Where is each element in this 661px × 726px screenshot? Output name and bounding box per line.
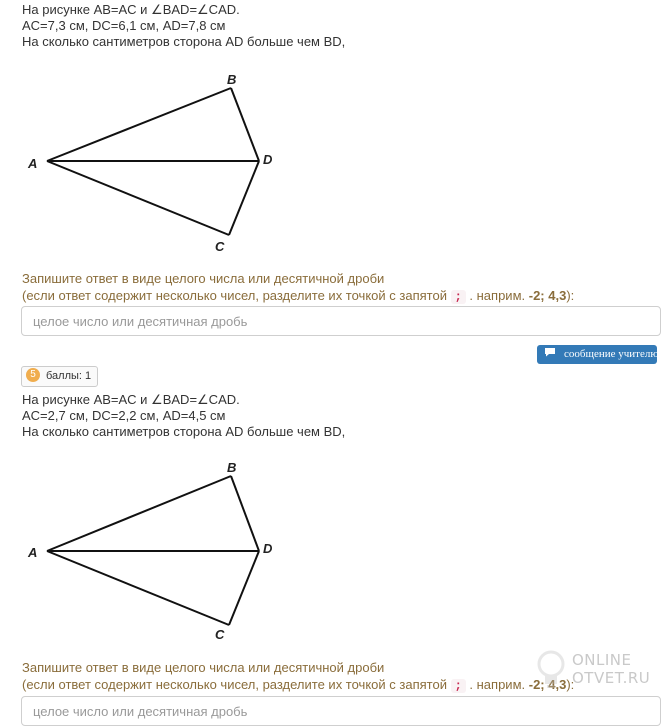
task1-segment-ac <box>47 161 229 235</box>
task2-answer-input[interactable] <box>21 696 661 726</box>
task1-vertex-b: B <box>227 72 237 87</box>
points-label: баллы: 1 <box>46 370 92 382</box>
task1-vertex-d: D <box>263 152 273 167</box>
task2-instruction-line1: Запишите ответ в виде целого числа или десятичной дроби <box>22 660 385 675</box>
task2-instruction-line2: (если ответ содержит несколько чисел, разделите их точкой с запятой ; . наприм. -2; 4,3): <box>22 677 575 693</box>
task2-line1: На рисунке AB=AC и ∠BAD=∠CAD. <box>22 392 240 407</box>
task1-line1: На рисунке AB=AC и ∠BAD=∠CAD. <box>22 2 240 17</box>
task2-segment-dc <box>229 551 259 625</box>
task1-segment-bd <box>231 88 259 161</box>
task2-statement <box>22 392 345 440</box>
task1-vertex-c: C <box>215 239 225 254</box>
lightbulb-icon <box>534 648 568 697</box>
task2-segment-ac <box>47 551 229 625</box>
task1-vertex-a: A <box>28 156 38 171</box>
task2-line2: AC=2,7 см, DC=2,2 см, AD=4,5 см <box>22 408 226 423</box>
points-badge <box>21 366 98 387</box>
task1-line2: AC=7,3 см, DC=6,1 см, AD=7,8 см <box>22 18 226 33</box>
example-value: -2; 4,3 <box>528 288 567 303</box>
task2-vertex-d: D <box>263 541 273 556</box>
task1-statement <box>22 2 345 50</box>
task2-vertex-c: C <box>215 627 225 642</box>
task1-answer-input[interactable] <box>21 306 661 336</box>
example-value: -2; 4,3 <box>528 677 567 692</box>
task2-vertex-a: A <box>28 545 38 560</box>
task2-segment-bd <box>231 476 259 551</box>
task1-figure <box>22 70 282 260</box>
task1-segment-ab <box>47 88 231 161</box>
task2-instruction <box>22 659 574 693</box>
points-number: 5 <box>26 368 40 382</box>
semicolon-code: ; <box>451 679 466 693</box>
task1-instruction-line1: Запишите ответ в виде целого числа или десятичной дроби <box>22 271 385 286</box>
task1-line3: На сколько сантиметров сторона AD больше чем BD, <box>22 34 346 49</box>
watermark-logo: ONLINE OTVET.RU <box>572 651 651 687</box>
task2-figure <box>22 458 282 648</box>
speech-bubble-icon <box>544 345 556 364</box>
task1-instruction-line2: (если ответ содержит несколько чисел, разделите их точкой с запятой ; . наприм. -2; 4,3): <box>22 288 575 304</box>
task1-instruction <box>22 270 574 304</box>
task2-line3: На сколько сантиметров сторона AD больше чем BD, <box>22 424 346 439</box>
task2-vertex-b: B <box>227 460 237 475</box>
message-teacher-button[interactable]: сообщение учителю <box>537 345 657 364</box>
task1-segment-dc <box>229 161 259 235</box>
task2-segment-ab <box>47 476 231 551</box>
semicolon-code: ; <box>451 290 466 304</box>
